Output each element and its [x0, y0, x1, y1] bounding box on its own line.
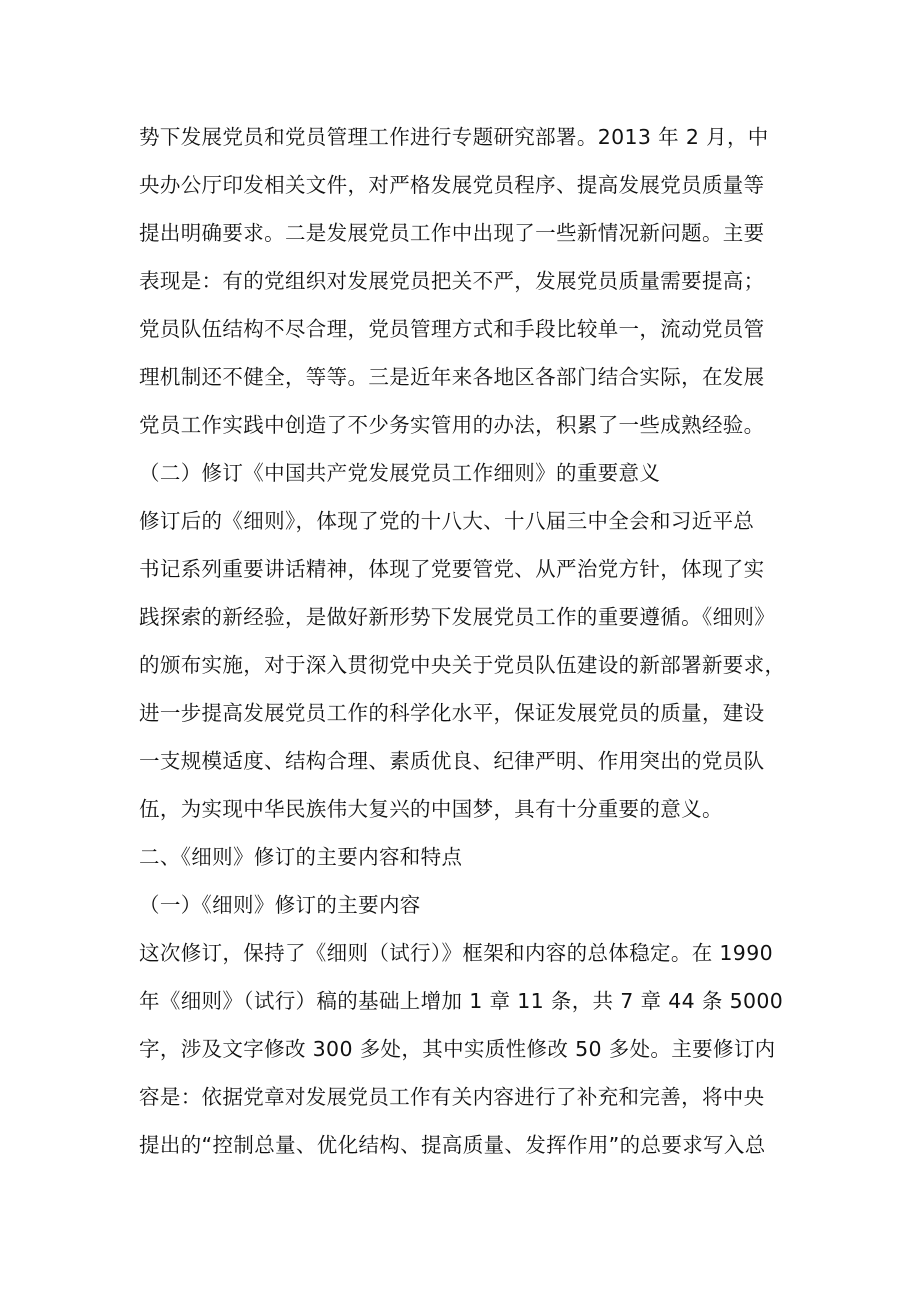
- text-line: 字，涉及文字修改 300 多处，其中实质性修改 50 多处。主要修订内: [139, 1037, 776, 1061]
- text-line: 容是：依据党章对发展党员工作有关内容进行了补充和完善，将中央: [139, 1085, 765, 1109]
- text-line: 表现是：有的党组织对发展党员把关不严，发展党员质量需要提高；: [139, 269, 765, 293]
- text-line: 党员队伍结构不尽合理，党员管理方式和手段比较单一，流动党员管: [139, 317, 765, 341]
- text-line: 党员工作实践中创造了不少务实管用的办法，积累了一些成熟经验。: [139, 413, 765, 437]
- text-line: 这次修订，保持了《细则（试行）》框架和内容的总体稳定。在 1990: [139, 941, 773, 965]
- text-line: 势下发展党员和党员管理工作进行专题研究部署。2013 年 2 月，中: [139, 125, 769, 149]
- section-heading: 二、《细则》修订的主要内容和特点: [139, 845, 463, 869]
- section-heading: （二）修订《中国共产党发展党员工作细则》的重要意义: [139, 461, 661, 485]
- text-line: 修订后的《细则》，体现了党的十八大、十八届三中全会和习近平总: [139, 509, 755, 533]
- text-line: 提出的“控制总量、优化结构、提高质量、发挥作用”的总要求写入总: [139, 1133, 766, 1157]
- text-line: 理机制还不健全，等等。三是近年来各地区各部门结合实际，在发展: [139, 365, 765, 389]
- text-line: 的颁布实施，对于深入贯彻党中央关于党员队伍建设的新部署新要求，: [139, 653, 786, 677]
- text-line: 一支规模适度、结构合理、素质优良、纪律严明、作用突出的党员队: [139, 749, 765, 773]
- text-line: 提出明确要求。二是发展党员工作中出现了一些新情况新问题。主要: [139, 221, 765, 245]
- text-line: 书记系列重要讲话精神，体现了党要管党、从严治党方针，体现了实: [139, 557, 765, 581]
- document-body: [139, 113, 784, 1169]
- text-line: 进一步提高发展党员工作的科学化水平，保证发展党员的质量，建设: [139, 701, 765, 725]
- text-line: 年《细则》（试行）稿的基础上增加 1 章 11 条，共 7 章 44 条 5000: [139, 989, 784, 1013]
- text-line: 央办公厅印发相关文件，对严格发展党员程序、提高发展党员质量等: [139, 173, 765, 197]
- text-line: 践探索的新经验，是做好新形势下发展党员工作的重要遵循。《细则》: [139, 605, 776, 629]
- text-line: 伍，为实现中华民族伟大复兴的中国梦，具有十分重要的意义。: [139, 797, 723, 821]
- subsection-heading: （一）《细则》修订的主要内容: [139, 893, 421, 917]
